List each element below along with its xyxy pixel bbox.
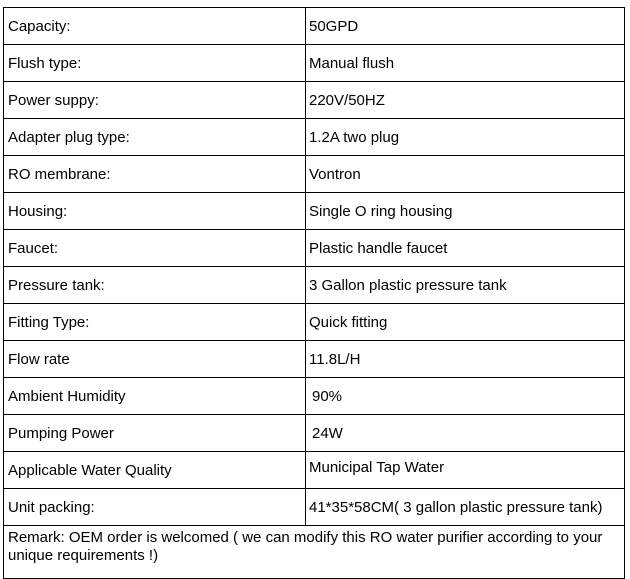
spec-value: Plastic handle faucet xyxy=(306,230,625,267)
spec-value: Quick fitting xyxy=(306,304,625,341)
table-row xyxy=(4,341,625,378)
table-row xyxy=(4,378,625,415)
spec-label: Ambient Humidity xyxy=(4,378,306,415)
table-row xyxy=(4,304,625,341)
spec-value: 1.2A two plug xyxy=(306,119,625,156)
spec-label: Faucet: xyxy=(4,230,306,267)
spec-label: Unit packing: xyxy=(4,489,306,526)
spec-value: Municipal Tap Water xyxy=(306,452,625,489)
spec-label: Applicable Water Quality xyxy=(4,452,306,489)
spec-label: RO membrane: xyxy=(4,156,306,193)
spec-value: 41*35*58CM( 3 gallon plastic pressure tank) xyxy=(306,489,625,526)
spec-table xyxy=(3,7,625,579)
table-row xyxy=(4,489,625,526)
spec-label: Housing: xyxy=(4,193,306,230)
table-row xyxy=(4,45,625,82)
spec-label: Pumping Power xyxy=(4,415,306,452)
spec-label: Flush type: xyxy=(4,45,306,82)
table-row xyxy=(4,267,625,304)
spec-value: Manual flush xyxy=(306,45,625,82)
spec-value: Vontron xyxy=(306,156,625,193)
table-row xyxy=(4,82,625,119)
spec-label: Fitting Type: xyxy=(4,304,306,341)
table-row xyxy=(4,415,625,452)
spec-value: 50GPD xyxy=(306,8,625,45)
spec-label: Adapter plug type: xyxy=(4,119,306,156)
spec-value: 11.8L/H xyxy=(306,341,625,378)
table-row xyxy=(4,156,625,193)
table-row xyxy=(4,452,625,489)
spec-label: Pressure tank: xyxy=(4,267,306,304)
spec-label: Power suppy: xyxy=(4,82,306,119)
table-row xyxy=(4,230,625,267)
table-row xyxy=(4,119,625,156)
spec-value: 220V/50HZ xyxy=(306,82,625,119)
spec-value: Single O ring housing xyxy=(306,193,625,230)
spec-value: 24W xyxy=(306,415,625,452)
remark-text: Remark: OEM order is welcomed ( we can modify this RO water purifier according to your unique requirements !) xyxy=(4,526,625,579)
table-row xyxy=(4,8,625,45)
table-row xyxy=(4,193,625,230)
spec-label: Flow rate xyxy=(4,341,306,378)
spec-label: Capacity: xyxy=(4,8,306,45)
spec-value: 3 Gallon plastic pressure tank xyxy=(306,267,625,304)
remark-row xyxy=(4,526,625,579)
spec-value: 90% xyxy=(306,378,625,415)
